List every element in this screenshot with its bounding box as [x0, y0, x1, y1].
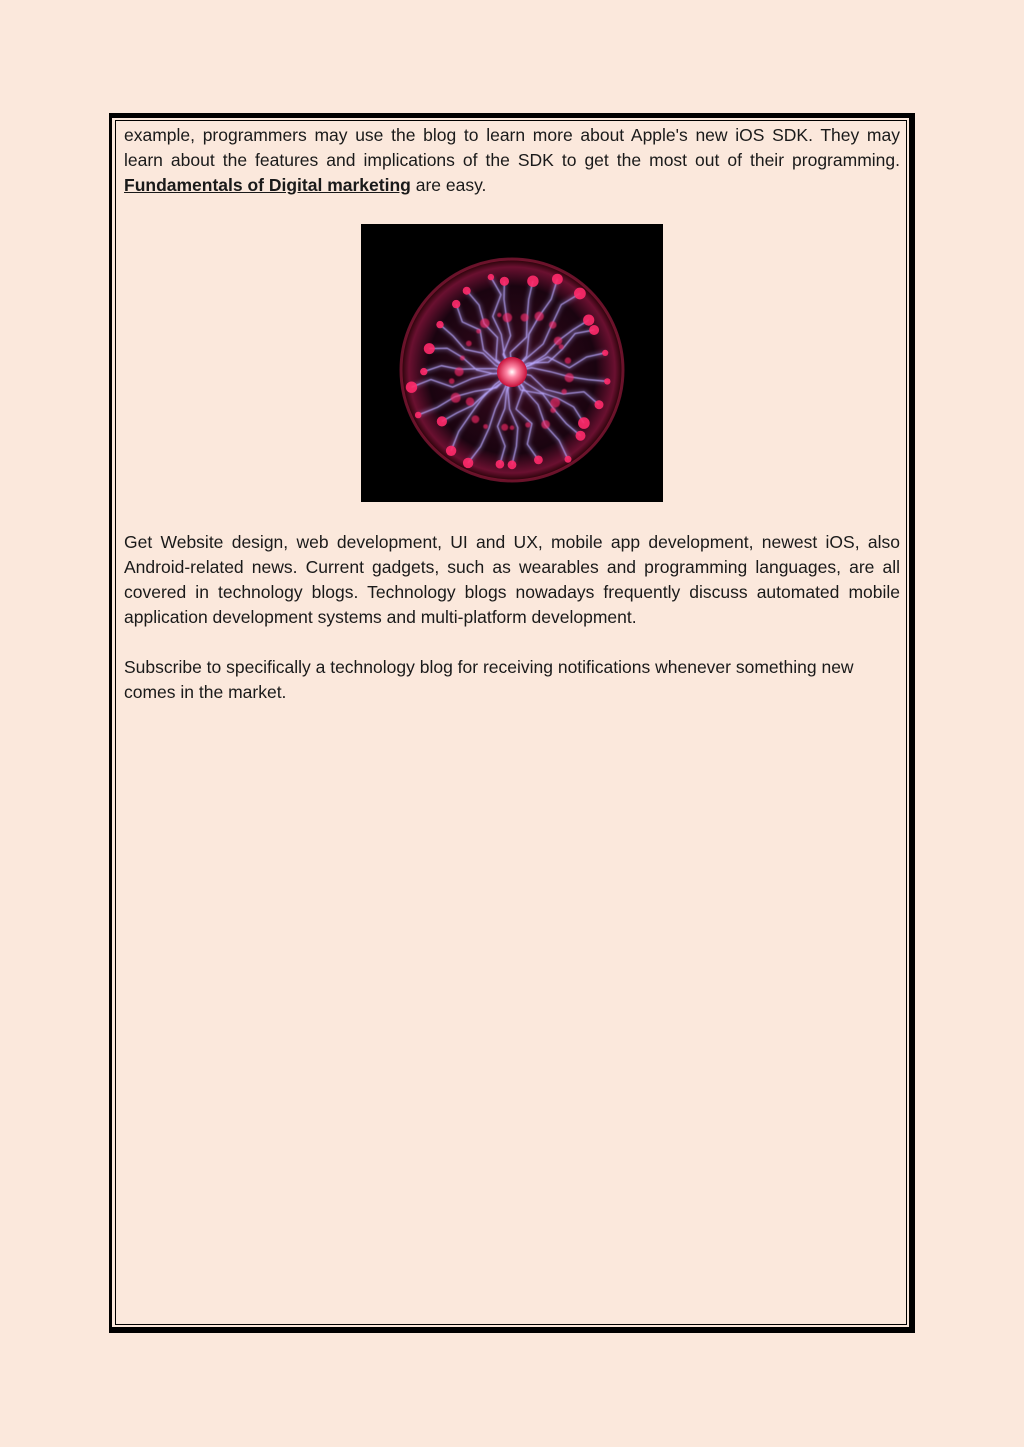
plasma-glow-blob: [503, 313, 512, 322]
plasma-tip: [583, 315, 594, 326]
plasma-tip: [534, 456, 543, 465]
plasma-ball-graphic: [361, 224, 663, 502]
plasma-glow-blob: [565, 373, 574, 382]
plasma-glow-blob: [480, 318, 490, 328]
plasma-tip: [488, 274, 494, 280]
plasma-glow-blob: [483, 424, 488, 429]
plasma-tip: [436, 321, 443, 328]
plasma-tip: [604, 378, 610, 384]
plasma-tip: [508, 460, 517, 469]
plasma-tip: [527, 276, 538, 287]
plasma-glow-blob: [510, 425, 515, 430]
plasma-glow-blob: [559, 344, 564, 349]
intro-text-before: example, programmers may use the blog to learn more about Apple's new iOS SDK. They may learn about the features and implications of the SDK to get the most out of their programming.: [124, 125, 900, 170]
intro-text-after: are easy.: [410, 175, 487, 195]
plasma-glow-blob: [460, 356, 465, 361]
plasma-tip: [463, 287, 471, 295]
plasma-tip: [576, 431, 586, 441]
digital-marketing-link[interactable]: Fundamentals of Digital marketing: [124, 175, 411, 195]
plasma-tip: [437, 416, 447, 426]
plasma-glow-blob: [565, 357, 571, 363]
plasma-glow-blob: [451, 393, 461, 403]
plasma-tip: [496, 460, 505, 469]
plasma-tip: [415, 412, 422, 419]
plasma-tip: [552, 274, 563, 285]
plasma-tip: [424, 343, 435, 354]
plasma-glow-blob: [550, 407, 556, 413]
plasma-tip: [602, 350, 608, 356]
plasma-tip: [574, 288, 586, 300]
plasma-glow-blob: [449, 378, 455, 384]
plasma-tip: [565, 456, 572, 463]
plasma-tip: [452, 300, 460, 308]
plasma-ball-image: [361, 224, 663, 502]
plasma-tip: [500, 277, 509, 286]
document-content: [124, 123, 900, 198]
plasma-glow-blob: [549, 321, 556, 328]
plasma-tip: [589, 325, 599, 335]
plasma-tip: [595, 400, 604, 409]
plasma-glow-blob: [455, 367, 464, 376]
plasma-glow-blob: [541, 420, 550, 429]
plasma-glow-blob: [550, 398, 560, 408]
plasma-tip: [463, 458, 473, 468]
plasma-glow-blob: [525, 422, 530, 427]
plasma-glow-blob: [476, 329, 481, 334]
plasma-glow-blob: [466, 397, 474, 405]
plasma-glow-blob: [554, 337, 562, 345]
plasma-glow-blob: [497, 313, 501, 317]
plasma-tip: [578, 417, 590, 429]
plasma-tip: [406, 382, 417, 393]
plasma-glow-blob: [466, 341, 472, 347]
plasma-glow-blob: [501, 424, 508, 431]
plasma-glow-blob: [535, 312, 544, 321]
body-paragraph-technology: Get Website design, web development, UI and UX, mobile app development, newest iOS, also Android-related news. Current gadgets, such as wearables and programming languages, are all covered in technology blogs. Technology blogs nowadays frequently discuss automated mobile application development systems and multi-platform development.: [124, 532, 900, 627]
intro-paragraph: [124, 123, 900, 198]
plasma-glow-blob: [472, 415, 480, 423]
plasma-glow-blob: [521, 314, 529, 322]
body-paragraph-subscribe: Subscribe to specifically a technology blog for receiving notifications whenever something new comes in the market.: [124, 657, 854, 702]
plasma-core: [497, 357, 527, 387]
plasma-glow-blob: [562, 389, 567, 394]
plasma-tip: [446, 446, 456, 456]
plasma-tip: [420, 368, 427, 375]
